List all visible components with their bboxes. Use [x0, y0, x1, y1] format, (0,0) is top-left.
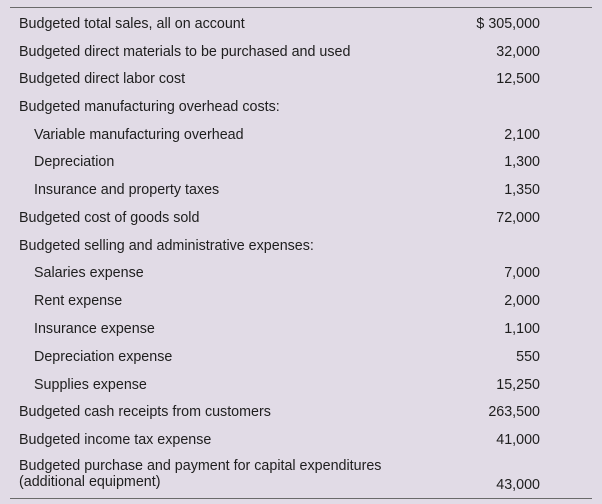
- row-value: 32,000: [496, 44, 540, 60]
- table-row: [10, 456, 592, 496]
- top-rule: [10, 7, 592, 8]
- section-header-row: [10, 92, 592, 120]
- row-value: 1,300: [504, 154, 540, 170]
- row-label: Supplies expense: [34, 377, 147, 393]
- row-value: 2,100: [504, 127, 540, 143]
- table-row: [10, 397, 592, 425]
- row-label: Budgeted cost of goods sold: [19, 210, 200, 226]
- table-row: [10, 64, 592, 92]
- row-value: 550: [516, 349, 540, 365]
- row-label: Depreciation: [34, 154, 115, 170]
- row-label: Rent expense: [34, 293, 123, 309]
- row-label: Budgeted income tax expense: [19, 432, 212, 448]
- row-label: Budgeted total sales, all on account: [19, 16, 245, 32]
- row-label: Variable manufacturing overhead: [34, 127, 244, 143]
- row-value: 41,000: [496, 432, 540, 448]
- row-label: Insurance expense: [34, 321, 155, 337]
- row-label-line: (additional equipment): [19, 474, 161, 490]
- table-row: [10, 342, 592, 370]
- row-label: Depreciation expense: [34, 349, 173, 365]
- row-label: Budgeted direct materials to be purchased and used: [19, 44, 351, 60]
- bottom-rule: [10, 498, 592, 499]
- row-value: 43,000: [496, 477, 540, 493]
- table-row: [10, 147, 592, 175]
- table-row: [10, 425, 592, 453]
- row-value: 12,500: [496, 71, 540, 87]
- table-row: [10, 203, 592, 231]
- row-label: Budgeted cash receipts from customers: [19, 404, 271, 420]
- table-row: [10, 120, 592, 148]
- row-value: 15,250: [496, 377, 540, 393]
- table-row: [10, 37, 592, 65]
- table-row: [10, 370, 592, 398]
- row-value: 1,100: [504, 321, 540, 337]
- row-label: Salaries expense: [34, 265, 144, 281]
- row-value: 263,500: [488, 404, 540, 420]
- row-value: 1,350: [504, 182, 540, 198]
- row-label: Insurance and property taxes: [34, 182, 220, 198]
- section-header-row: [10, 231, 592, 259]
- section-label: Budgeted manufacturing overhead costs:: [19, 99, 280, 115]
- table-row: [10, 286, 592, 314]
- row-value: 2,000: [504, 293, 540, 309]
- section-label: Budgeted selling and administrative expenses:: [19, 238, 314, 254]
- row-value: 72,000: [496, 210, 540, 226]
- row-label-line: Budgeted purchase and payment for capital expenditures: [19, 458, 382, 474]
- row-value: 7,000: [504, 265, 540, 281]
- table-row: [10, 175, 592, 203]
- table-row: [10, 9, 592, 37]
- row-label: [19, 458, 381, 490]
- table-row: [10, 258, 592, 286]
- row-label: Budgeted direct labor cost: [19, 71, 186, 87]
- table-row: [10, 314, 592, 342]
- row-value: $ 305,000: [476, 16, 540, 32]
